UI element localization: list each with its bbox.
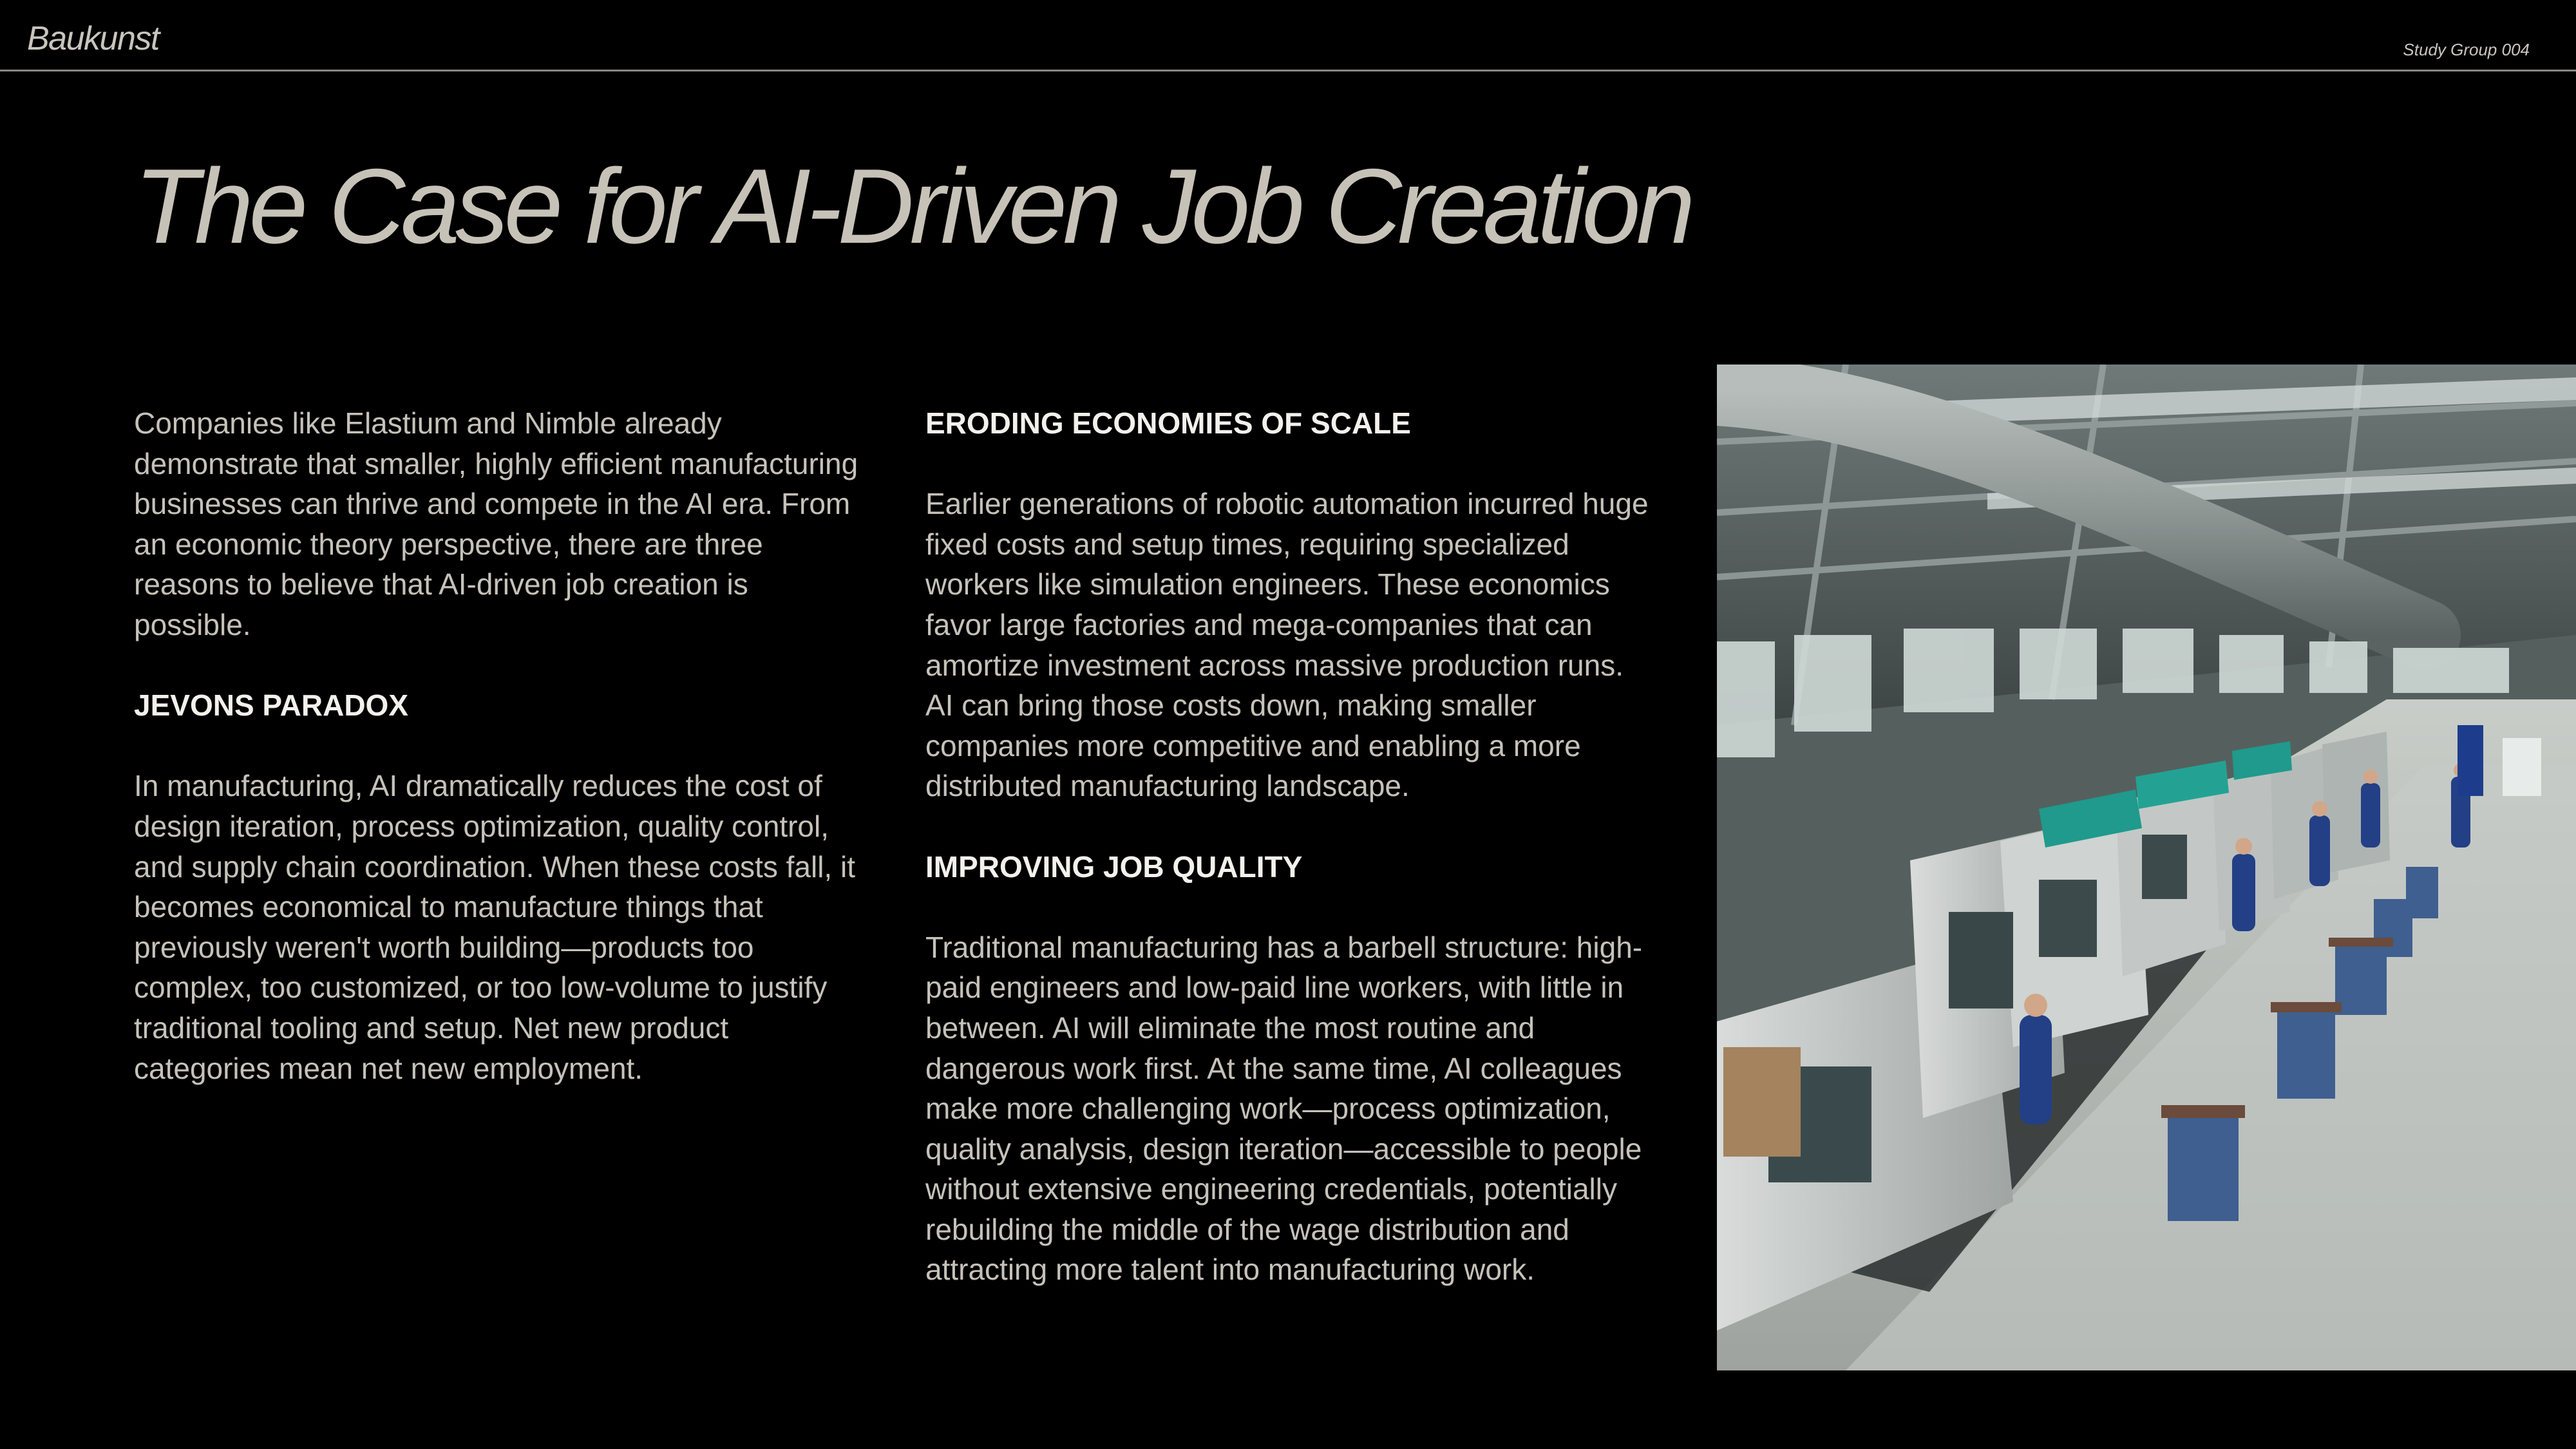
section-heading-quality: IMPROVING JOB QUALITY <box>925 849 1303 884</box>
scale-paragraph: Earlier generations of robotic automation incurred huge fixed costs and setup times, requiring specialized workers like simulation engineers. These economics favor large factories and mega-companies that can amortize investment across massive production runs. AI can bring those costs down, making smaller companies more competitive and enabling a more distributed manufacturing landscape. <box>925 487 1649 803</box>
header-divider <box>0 70 2576 71</box>
left-column <box>134 403 862 1088</box>
quality-paragraph: Traditional manufacturing has a barbell structure: high-paid engineers and low-paid line workers, with little in between. AI will eliminate the most routine and dangerous work first. At the same time, AI colleagues make more challenging work—process optimization, quality analysis, design iteration—accessible to people without extensive engineering credentials, potentially rebuilding the middle of the wage distribution and attracting more talent into manufacturing work. <box>925 930 1643 1287</box>
jevons-paragraph: In manufacturing, AI dramatically reduces the cost of design iteration, process optimization, quality control, and supply chain coordination. When these costs fall, it becomes economical to manufacture things that previously weren't worth building—products too complex, too customized, or too low-volume to justify traditional tooling and setup. Net new product categories mean net new employment. <box>134 769 855 1085</box>
section-heading-jevons: JEVONS PARADOX <box>134 688 409 723</box>
slide-title: The Case for AI-Driven Job Creation <box>134 147 1691 265</box>
intro-paragraph: Companies like Elastium and Nimble already demonstrate that smaller, highly efficient manufacturing businesses can thrive and compete in the AI era. From an economic theory perspective, there are three reasons to believe that AI-driven job creation is possible. <box>134 406 858 641</box>
factory-floor-photo <box>1717 365 2576 1370</box>
study-group-label: Study Group 004 <box>2403 40 2530 59</box>
section-heading-scale: ERODING ECONOMIES OF SCALE <box>925 406 1411 440</box>
brand-logo: Baukunst <box>27 20 159 57</box>
middle-column <box>925 403 1653 1290</box>
